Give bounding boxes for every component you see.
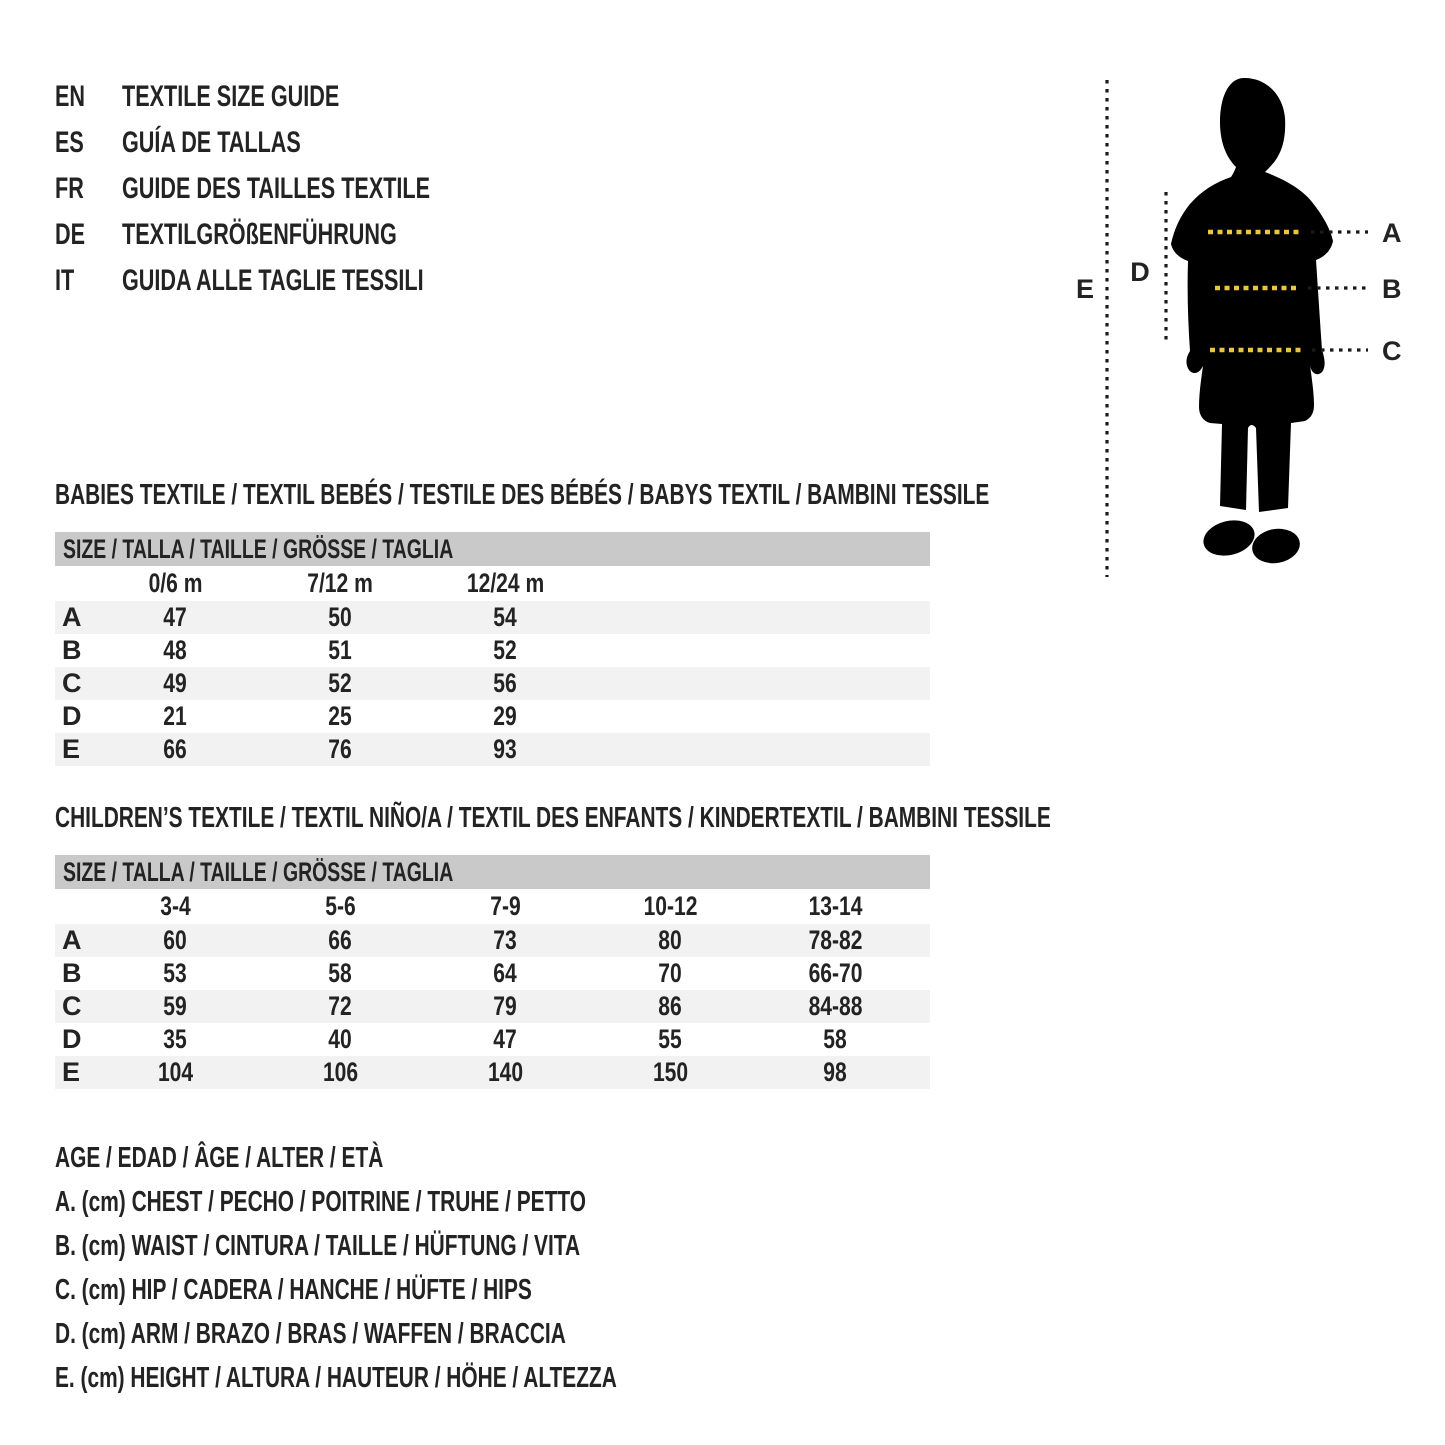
table-cell-text: 54: [493, 602, 518, 632]
table-column-header: [423, 568, 588, 599]
table-cell-text: 106: [322, 1057, 359, 1087]
table-cell: [423, 1057, 588, 1088]
table-cell-text: 66-70: [808, 958, 863, 988]
table-row-label: E: [62, 1057, 81, 1087]
table-column-header: [93, 568, 258, 599]
language-row: [55, 74, 550, 120]
table-cell: [93, 958, 258, 989]
table-cell-text: 66: [328, 925, 353, 955]
table-cell: [753, 1057, 918, 1088]
children-section-title-text: CHILDREN’S TEXTILE / TEXTIL NIÑO/A / TEXTIL DES ENFANTS / KINDERTEXTIL / BAMBINI TESSILE: [55, 801, 1051, 834]
table-column-header-text: 13-14: [808, 891, 863, 921]
language-code-text: ES: [55, 126, 84, 159]
table-column-header: [258, 891, 423, 922]
language-code: [55, 218, 122, 252]
table-column-header: [93, 891, 258, 922]
table-cell-text: 58: [328, 958, 353, 988]
table-cell: [423, 602, 588, 633]
table-cell: [93, 1024, 258, 1055]
language-row: [55, 258, 550, 304]
language-title: [122, 172, 550, 206]
language-code-text: DE: [55, 218, 86, 251]
language-code-text: EN: [55, 80, 86, 113]
legend-line-text: C. (cm) HIP / CADERA / HANCHE / HÜFTE / HIPS: [55, 1273, 532, 1306]
table-cell: [423, 991, 588, 1022]
legend-line-text: A. (cm) CHEST / PECHO / POITRINE / TRUHE / PETTO: [55, 1185, 586, 1218]
language-code: [55, 80, 122, 114]
language-row: [55, 166, 550, 212]
table-row-label: A: [62, 925, 82, 955]
table-cell-text: 48: [163, 635, 188, 665]
table-cell: [258, 958, 423, 989]
table-column-header-text: 0/6 m: [148, 568, 203, 598]
table-cell: [258, 991, 423, 1022]
table-cell: [258, 734, 423, 765]
table-cell: [423, 635, 588, 666]
table-row: [55, 700, 930, 733]
table-cell: [423, 925, 588, 956]
table-cell-text: 21: [163, 701, 188, 731]
legend-line: [55, 1312, 835, 1356]
table-cell: [93, 1057, 258, 1088]
language-title: [122, 80, 424, 114]
babies-table: [55, 566, 930, 766]
table-row-label: D: [62, 701, 82, 731]
table-cell-text: 60: [163, 925, 188, 955]
babies-size-bar: [55, 532, 930, 566]
legend-line-text: B. (cm) WAIST / CINTURA / TAILLE / HÜFTUNG / VITA: [55, 1229, 581, 1262]
table-cell: [753, 991, 918, 1022]
table-cell-text: 66: [163, 734, 188, 764]
children-table: [55, 889, 930, 1089]
table-row: [55, 957, 930, 990]
measure-label-d: D: [1130, 257, 1150, 287]
language-code-text: FR: [55, 172, 84, 205]
table-cell-text: 150: [652, 1057, 689, 1087]
language-code: [55, 264, 122, 298]
table-column-header: [423, 891, 588, 922]
legend-line: [55, 1224, 835, 1268]
table-column-header: [588, 891, 753, 922]
table-row-label: C: [62, 991, 82, 1021]
table-cell: [753, 1024, 918, 1055]
language-title-text: TEXTILGRÖßENFÜHRUNG: [122, 218, 397, 251]
table-row-label: D: [62, 1024, 82, 1054]
language-title: [122, 218, 504, 252]
table-cell: [753, 958, 918, 989]
silhouette-left-shoe: [1200, 515, 1259, 561]
table-row: [55, 1056, 930, 1089]
children-size-bar: [55, 855, 930, 889]
table-cell-text: 59: [163, 991, 188, 1021]
table-cell-text: 84-88: [808, 991, 863, 1021]
language-code: [55, 126, 122, 160]
table-row-label: E: [62, 734, 81, 764]
table-cell-text: 140: [487, 1057, 524, 1087]
table-column-header-text: 12/24 m: [466, 568, 545, 598]
table-row-label: A: [62, 602, 82, 632]
legend-line-text: E. (cm) HEIGHT / ALTURA / HAUTEUR / HÖHE / ALTEZZA: [55, 1361, 617, 1394]
table-cell: [258, 1024, 423, 1055]
table-column-header: [258, 568, 423, 599]
table-cell: [588, 991, 753, 1022]
table-cell-text: 79: [493, 991, 518, 1021]
table-cell: [423, 701, 588, 732]
table-cell: [588, 1024, 753, 1055]
table-row: [55, 601, 930, 634]
table-cell: [423, 1024, 588, 1055]
legend-line: [55, 1136, 835, 1180]
language-code: [55, 172, 122, 206]
language-title: [122, 126, 370, 160]
children-section-title: [55, 802, 1438, 834]
measure-label-c: C: [1382, 336, 1402, 366]
table-cell-text: 29: [493, 701, 518, 731]
table-row: [55, 733, 930, 766]
silhouette-right-shoe: [1249, 525, 1302, 567]
table-cell-text: 76: [328, 734, 353, 764]
table-column-header-text: 5-6: [325, 891, 356, 921]
table-cell-text: 104: [157, 1057, 194, 1087]
table-column-header-text: 7/12 m: [307, 568, 374, 598]
table-cell: [423, 958, 588, 989]
table-cell-text: 56: [493, 668, 518, 698]
language-row: [55, 212, 550, 258]
table-cell-text: 53: [163, 958, 188, 988]
table-header-row: [55, 566, 930, 601]
table-cell: [258, 701, 423, 732]
table-row-label: B: [62, 635, 82, 665]
table-cell-text: 49: [163, 668, 188, 698]
table-cell: [588, 925, 753, 956]
table-cell-text: 51: [328, 635, 353, 665]
table-cell-text: 47: [493, 1024, 518, 1054]
language-row: [55, 120, 550, 166]
table-cell-text: 78-82: [808, 925, 863, 955]
table-cell: [258, 668, 423, 699]
table-cell-text: 47: [163, 602, 188, 632]
language-code-text: IT: [55, 264, 75, 297]
silhouette-svg: [1060, 60, 1420, 600]
table-cell: [258, 635, 423, 666]
legend-line: [55, 1356, 835, 1400]
table-cell-text: 52: [493, 635, 518, 665]
table-cell-text: 55: [658, 1024, 683, 1054]
table-row: [55, 990, 930, 1023]
measure-label-a: A: [1382, 218, 1402, 248]
table-header-row: [55, 889, 930, 924]
table-cell: [258, 1057, 423, 1088]
table-cell: [423, 734, 588, 765]
babies-section-title: [55, 479, 1353, 511]
legend-line-text: D. (cm) ARM / BRAZO / BRAS / WAFFEN / BRACCIA: [55, 1317, 566, 1350]
table-cell: [258, 602, 423, 633]
table-cell-text: 86: [658, 991, 683, 1021]
language-title-text: GUIDA ALLE TAGLIE TESSILI: [122, 264, 424, 297]
table-cell: [753, 925, 918, 956]
table-cell-text: 35: [163, 1024, 188, 1054]
babies-size-bar-text: SIZE / TALLA / TAILLE / GRÖSSE / TAGLIA: [63, 533, 454, 564]
table-column-header: [753, 891, 918, 922]
table-cell-text: 25: [328, 701, 353, 731]
table-cell: [93, 701, 258, 732]
measure-label-e: E: [1075, 274, 1095, 304]
table-row: [55, 634, 930, 667]
table-cell-text: 93: [493, 734, 518, 764]
table-cell-text: 64: [493, 958, 518, 988]
table-cell: [93, 734, 258, 765]
table-cell: [93, 991, 258, 1022]
table-column-header-text: 10-12: [643, 891, 698, 921]
table-cell-text: 80: [658, 925, 683, 955]
language-title-text: GUIDE DES TAILLES TEXTILE: [122, 172, 431, 205]
table-cell-text: 52: [328, 668, 353, 698]
silhouette: [1171, 78, 1333, 512]
table-cell-text: 73: [493, 925, 518, 955]
table-cell: [93, 635, 258, 666]
legend-line: [55, 1180, 835, 1224]
table-cell: [423, 668, 588, 699]
babies-section-title-text: BABIES TEXTILE / TEXTIL BEBÉS / TESTILE DES BÉBÉS / BABYS TEXTIL / BAMBINI TESSILE: [55, 478, 990, 511]
table-cell-text: 50: [328, 602, 353, 632]
table-row: [55, 1023, 930, 1056]
table-cell: [588, 1057, 753, 1088]
table-cell: [588, 958, 753, 989]
table-cell-text: 58: [823, 1024, 848, 1054]
language-header: [55, 74, 550, 304]
children-size-bar-text: SIZE / TALLA / TAILLE / GRÖSSE / TAGLIA: [63, 856, 454, 887]
table-column-header-text: 7-9: [490, 891, 521, 921]
table-cell-text: 72: [328, 991, 353, 1021]
table-cell: [258, 925, 423, 956]
language-title: [122, 264, 541, 298]
table-cell: [93, 668, 258, 699]
child-silhouette-figure: [1060, 60, 1420, 600]
legend-line: [55, 1268, 835, 1312]
table-cell-text: 70: [658, 958, 683, 988]
legend-line-text: AGE / EDAD / ÂGE / ALTER / ETÀ: [55, 1141, 384, 1174]
table-cell-text: 98: [823, 1057, 848, 1087]
table-cell: [93, 925, 258, 956]
table-cell: [93, 602, 258, 633]
table-cell-text: 40: [328, 1024, 353, 1054]
table-row: [55, 924, 930, 957]
table-row-label: B: [62, 958, 82, 988]
table-row-label: C: [62, 668, 82, 698]
table-column-header-text: 3-4: [160, 891, 191, 921]
table-row: [55, 667, 930, 700]
measure-label-b: B: [1382, 274, 1402, 304]
language-title-text: TEXTILE SIZE GUIDE: [122, 80, 340, 113]
measurement-legend: [55, 1136, 835, 1400]
language-title-text: GUÍA DE TALLAS: [122, 126, 301, 159]
